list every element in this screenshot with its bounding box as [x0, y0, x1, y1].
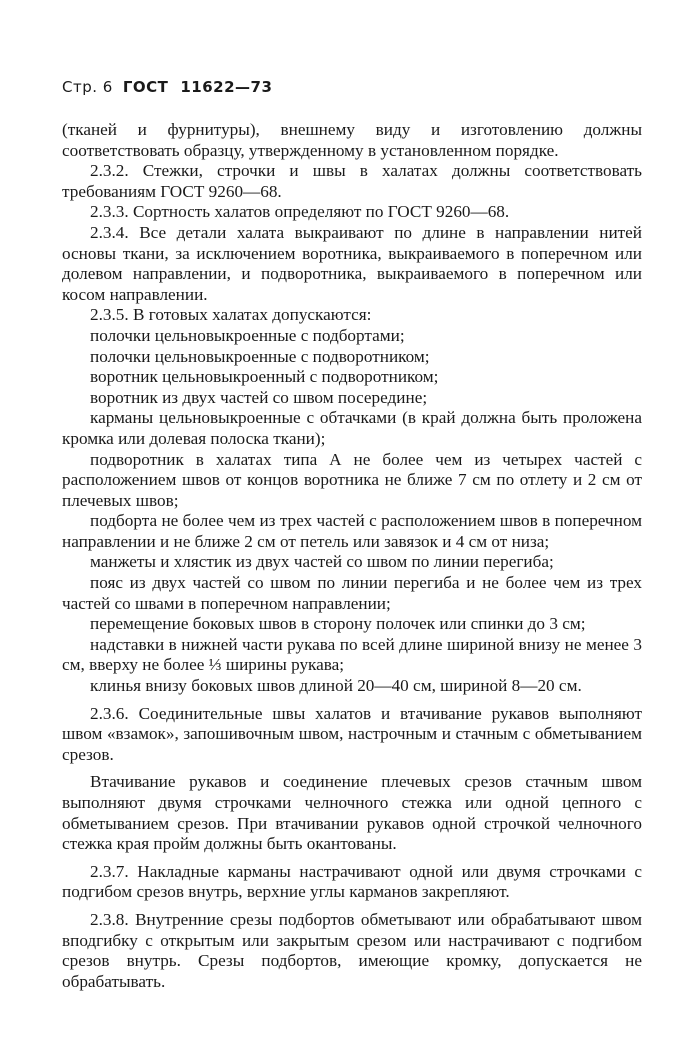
- list-item: полочки цельновыкроенные с подворотником;: [90, 346, 430, 366]
- list-item: надставки в нижней части рукава по всей длине шириной внизу не менее 3 см, вверху не более ⅓ ширины рукава;: [62, 634, 642, 675]
- document-page: [62, 78, 642, 992]
- list-item: клинья внизу боковых швов длиной 20—40 см, шириной 8—20 см.: [90, 676, 582, 696]
- list-item: подворотник в халатах типа А не более чем из четырех частей с расположением швов от концов воротника не ближе 7 см по отлету и 2 см от плечевых швов;: [62, 449, 642, 510]
- standard-label: ГОСТ: [122, 78, 169, 96]
- paragraph: Втачивание рукавов и соединение плечевых срезов стачным швом выполняют двумя строчками челночного стежка или одной цепного с обметыванием срезов. При втачивании рукавов одной строчкой челночного стежка края пройм должны быть окантованы.: [62, 772, 642, 854]
- clause-2-3-5: 2.3.5. В готовых халатах допускаются:: [90, 305, 372, 325]
- paragraph-continuation: (тканей и фурнитуры), внешнему виду и изготовлению должны соответствовать образцу, утвержденному в установленном порядке.: [62, 120, 642, 160]
- document-body: [62, 120, 642, 992]
- list-item: карманы цельновыкроенные с обтачками (в край должна быть проложена кромка или долевая полоска ткани);: [62, 408, 642, 448]
- list-item: пояс из двух частей со швом по линии перегиба и не более чем из трех частей со швами в поперечном направлении;: [62, 573, 642, 613]
- list-item: полочки цельновыкроенные с подбортами;: [90, 325, 405, 345]
- clause-2-3-8: 2.3.8. Внутренние срезы подбортов обметывают или обрабатывают швом вподгибку с открытым или закрытым срезом или настрачивают с подгибом срезов внутрь. Срезы подбортов, имеющие кромку, допускается не обрабатывать.: [62, 909, 642, 991]
- clause-2-3-6: 2.3.6. Соединительные швы халатов и втачивание рукавов выполняют швом «взамок», запошивочным швом, настрочным и стачным с обметыванием срезов.: [62, 703, 642, 764]
- clause-2-3-7: 2.3.7. Накладные карманы настрачивают одной или двумя строчками с подгибом срезов внутрь, верхние углы карманов закрепляют.: [62, 861, 642, 902]
- list-item: манжеты и хлястик из двух частей со швом по линии перегиба;: [90, 552, 554, 572]
- clause-2-3-3: 2.3.3. Сортность халатов определяют по ГОСТ 9260—68.: [90, 202, 510, 222]
- page-header: [62, 78, 642, 96]
- page-number: Стр. 6: [62, 78, 113, 96]
- list-item: перемещение боковых швов в сторону полочек или спинки до 3 см;: [90, 614, 586, 634]
- list-item: подборта не более чем из трех частей с расположением швов в поперечном направлении и не ближе 2 см от петель или завязок и 4 см от низа;: [62, 511, 642, 551]
- clause-2-3-4: 2.3.4. Все детали халата выкраивают по длине в направлении нитей основы ткани, за исключением воротника, выкраиваемого в поперечном или долевом направлении, и подворотника, выкраиваемого в поперечном или косом направлении.: [62, 222, 642, 304]
- list-item: воротник из двух частей со швом посередине;: [90, 387, 428, 407]
- clause-2-3-2: 2.3.2. Стежки, строчки и швы в халатах должны соответствовать требованиям ГОСТ 9260—68.: [62, 161, 642, 201]
- list-item: воротник цельновыкроенный с подворотником;: [90, 367, 439, 387]
- standard-number: 11622—73: [180, 78, 273, 96]
